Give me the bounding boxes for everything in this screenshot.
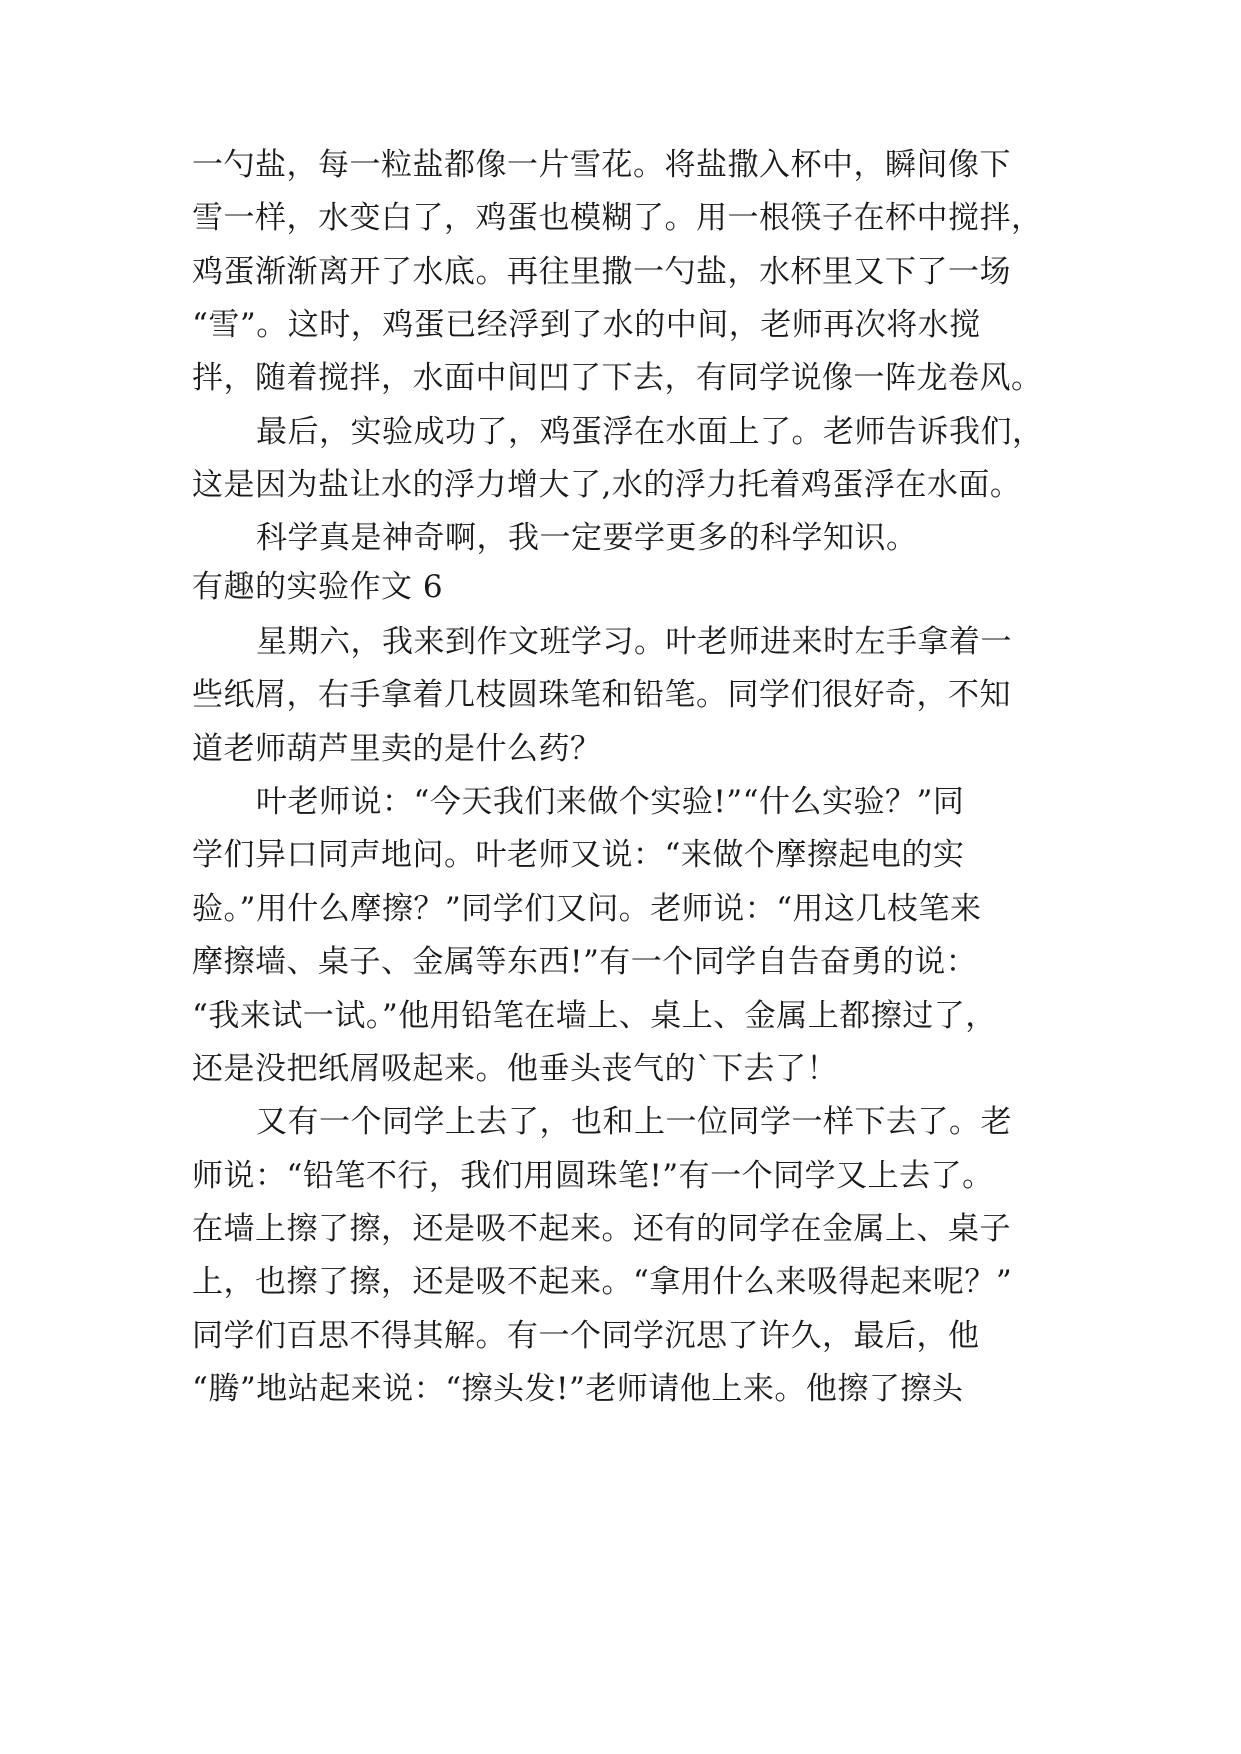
text-line: 摩擦墙、桌子、金属等东西!”有一个同学自告奋勇的说： [192, 944, 978, 980]
text-line: 道老师葫芦里卖的是什么药？ [192, 731, 602, 767]
text-line: 同学们百思不得其解。有一个同学沉思了许久，最后，他 [192, 1318, 980, 1354]
paragraph-start-line: 叶老师说：“今天我们来做个实验!”“什么实验？”同 [256, 784, 965, 820]
section-heading: 有趣的实验作文 6 [192, 569, 444, 605]
paragraph-start-line: 星期六，我来到作文班学习。叶老师进来时左手拿着一 [256, 624, 1012, 660]
text-line: 师说：“铅笔不行，我们用圆珠笔!”有一个同学又上去了。 [192, 1158, 994, 1194]
text-line: 在墙上擦了擦，还是吸不起来。还有的同学在金属上、桌子 [192, 1211, 1011, 1247]
text-line: 雪一样，水变白了，鸡蛋也模糊了。用一根筷子在杯中搅拌， [192, 200, 1043, 236]
text-line: 些纸屑，右手拿着几枝圆珠笔和铅笔。同学们很好奇，不知 [192, 677, 1011, 713]
text-line: 拌，随着搅拌，水面中间凹了下去，有同学说像一阵龙卷风。 [192, 360, 1043, 396]
text-line: “雪”。这时，鸡蛋已经浮到了水的中间，老师再次将水搅 [192, 307, 981, 343]
paragraph-start-line: 又有一个同学上去了，也和上一位同学一样下去了。老 [256, 1104, 1012, 1140]
text-line: 一勺盐，每一粒盐都像一片雪花。将盐撒入杯中，瞬间像下 [192, 147, 1011, 183]
text-line: 鸡蛋渐渐离开了水底。再往里撒一勺盐，水杯里又下了一场 [192, 254, 1011, 290]
text-line: 这是因为盐让水的浮力增大了,水的浮力托着鸡蛋浮在水面。 [192, 467, 1022, 503]
paragraph-start-line: 最后，实验成功了，鸡蛋浮在水面上了。老师告诉我们， [256, 414, 1044, 450]
text-line: 还是没把纸屑吸起来。他垂头丧气的`下去了！ [192, 1051, 838, 1087]
text-line: “我来试一试。”他用铅笔在墙上、桌上、金属上都擦过了， [192, 998, 997, 1034]
paragraph-start-line: 科学真是神奇啊，我一定要学更多的科学知识。 [256, 520, 918, 556]
text-line: 上，也擦了擦，还是吸不起来。“拿用什么来吸得起来呢？” [192, 1264, 1013, 1300]
text-line: 学们异口同声地问。叶老师又说：“来做个摩擦起电的实 [192, 837, 965, 873]
text-line: 验。”用什么摩擦？”同学们又问。老师说：“用这几枝笔来 [192, 891, 982, 927]
text-line: “腾”地站起来说：“擦头发!”老师请他上来。他擦了擦头 [192, 1371, 964, 1407]
